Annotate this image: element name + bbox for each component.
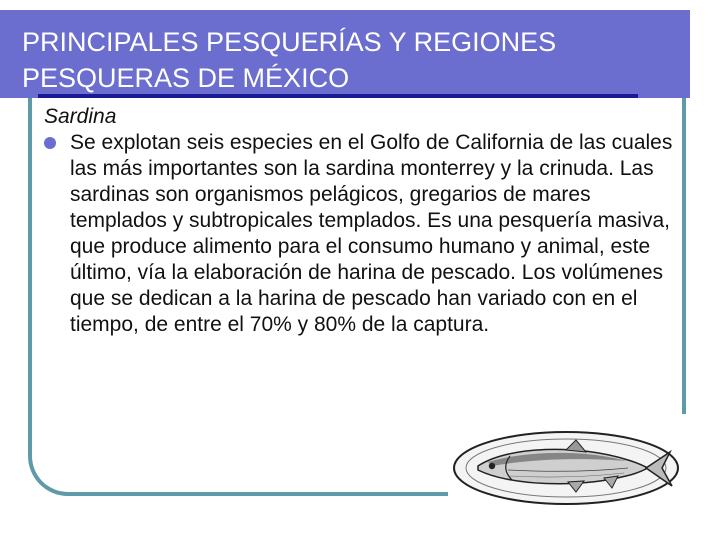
bullet-item <box>44 130 680 338</box>
bullet-icon <box>44 137 56 149</box>
slide-title: PRINCIPALES PESQUERÍAS Y REGIONES PESQUERAS DE MÉXICO <box>22 27 557 93</box>
section-heading: Sardina <box>44 105 117 128</box>
title-underline <box>38 94 638 98</box>
bullet-text: Se explotan seis especies en el Golfo de California de las cuales las más importantes son la sardina monterrey y la crinuda. Las sardinas son organismos pelágicos, gregarios de mares templados y subtropicales templados. Es una pesquería masiva, que produce alimento para el consumo humano y animal, este último, vía la elaboración de harina de pescado. Los volúmenes que se dedican a la harina de pescado han variado con en el tiempo, de entre el 70% y 80% de la captura. <box>70 131 673 336</box>
slide-frame-right-edge <box>682 94 686 414</box>
sardine-illustration <box>448 430 688 540</box>
slide-content <box>44 104 680 338</box>
title-underline-highlight <box>38 100 638 102</box>
title-bar <box>0 10 690 98</box>
sardine-on-plate-icon <box>448 430 688 540</box>
